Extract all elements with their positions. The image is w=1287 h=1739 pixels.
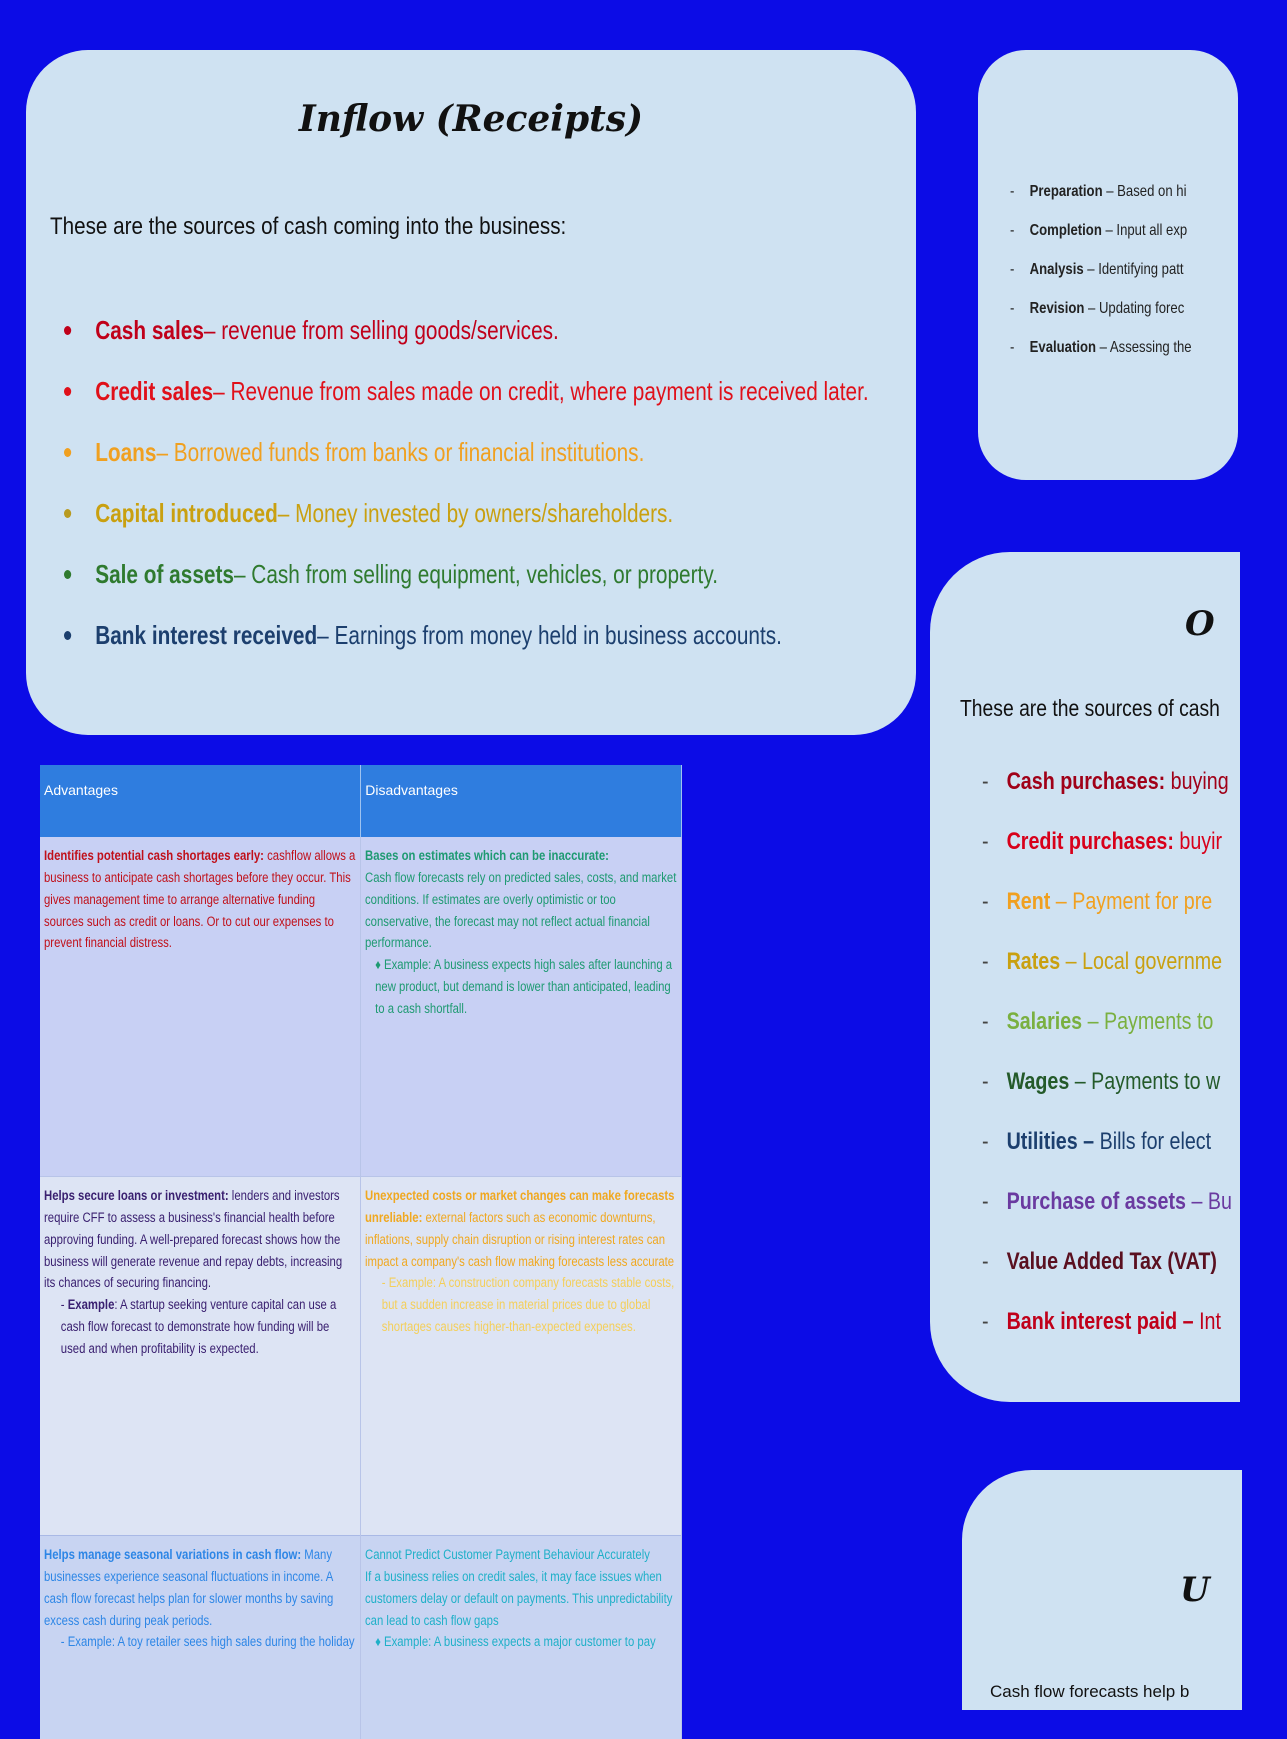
disadvantage-cell: [361, 837, 682, 1177]
outflow-term: Value Added Tax (VAT): [1007, 1248, 1217, 1275]
inflow-term: Sale of assets: [95, 559, 234, 590]
dash-icon: -: [982, 828, 1007, 856]
outflow-desc: – Payment for pre: [1050, 888, 1212, 915]
outflow-item: [982, 828, 1232, 888]
inflow-term: Capital introduced: [95, 498, 278, 529]
outflow-item: [982, 768, 1232, 828]
inflow-term: Loans: [95, 437, 156, 468]
inflow-desc: – revenue from selling goods/services.: [204, 315, 559, 346]
inflow-term: Credit sales: [95, 376, 213, 407]
advantage-heading: Helps manage seasonal variations in cash flow:: [44, 1547, 301, 1562]
inflow-desc: – Earnings from money held in business accounts.: [317, 620, 782, 651]
outflow-term: Credit purchases:: [1007, 828, 1174, 855]
inflow-desc: – Money invested by owners/shareholders.: [278, 498, 673, 529]
advantage-heading: Identifies potential cash shortages early:: [44, 848, 264, 863]
uses-text: Cash flow forecasts help b: [990, 1682, 1189, 1702]
inflow-desc: – Cash from selling equipment, vehicles, or property.: [234, 559, 718, 590]
disadvantage-example: - Example: A construction company forecasts stable costs, but a sudden increase in material prices due to global shortages causes higher-than-expected expenses.: [365, 1272, 677, 1338]
table-row: [40, 1536, 682, 1739]
dash-icon: -: [982, 1008, 1007, 1036]
inflow-card: [26, 50, 916, 735]
disadvantage-body: external factors such as economic downturns, inflations, supply chain disruption or rising interest rates can impact a company's cash flow making forecasts less accurate: [365, 1210, 674, 1269]
outflow-desc: – Bu: [1186, 1188, 1232, 1215]
disadvantage-cell: [361, 1536, 682, 1739]
disadvantage-example: ♦ Example: A business expects a major customer to pay: [365, 1631, 677, 1653]
outflow-desc: – Local governme: [1060, 948, 1222, 975]
advantage-heading: Helps secure loans or investment:: [44, 1188, 229, 1203]
inflow-item: [64, 605, 869, 666]
outflow-desc: – Payments to w: [1069, 1068, 1220, 1095]
advantage-body: Many businesses experience seasonal fluctuations in income. A cash flow forecast helps plan for slower months by saving excess cash during peak periods.: [44, 1547, 333, 1628]
advantage-text: [44, 845, 356, 954]
disadvantage-body: If a business relies on credit sales, it may face issues when customers delay or default on payments. This unpredictability can lead to cash flow gaps: [365, 1566, 677, 1632]
bullet-icon: [64, 387, 71, 396]
dash-icon: -: [1010, 339, 1030, 357]
dash-icon: -: [1010, 300, 1030, 318]
advantage-cell: [40, 1177, 361, 1536]
process-desc: – Identifying patt: [1084, 261, 1184, 278]
outflow-term: Purchase of assets: [1007, 1188, 1186, 1215]
dash-icon: -: [982, 1188, 1007, 1216]
outflow-intro: These are the sources of cash: [960, 695, 1220, 722]
advantage-cell: [40, 1536, 361, 1739]
process-term: Revision: [1030, 300, 1085, 317]
disadvantage-example: ♦ Example: A business expects high sales after launching a new product, but demand is lower than anticipated, leading to a cash shortfall.: [365, 954, 677, 1020]
dash-icon: -: [982, 1068, 1007, 1096]
outflow-desc: buyir: [1174, 828, 1222, 855]
outflow-term: Bank interest paid –: [1007, 1308, 1194, 1335]
outflow-item: [982, 1248, 1232, 1308]
disadvantage-body: Cash flow forecasts rely on predicted sales, costs, and market conditions. If estimates are overly optimistic or too conservative, the forecast may not reflect actual financial performance.: [365, 867, 677, 954]
outflow-item: [982, 1008, 1232, 1068]
bullet-icon: [64, 631, 71, 640]
outflow-desc: – Payments to: [1082, 1008, 1213, 1035]
uses-card: [962, 1470, 1242, 1710]
inflow-list: [64, 300, 1070, 666]
advantage-body: cashflow allows a business to anticipate cash shortages before they occur. This gives management time to arrange alternative funding sources such as credit or loans. Or to cut our expenses to prevent financial distress.: [44, 848, 355, 950]
dash-icon: -: [982, 1248, 1007, 1276]
advantage-example: - Example: A startup seeking venture capital can use a cash flow forecast to demonstrate how funding will be used and when profitability is expected.: [44, 1294, 356, 1360]
dash-icon: -: [982, 1308, 1007, 1336]
outflow-item: [982, 1128, 1232, 1188]
process-term: Analysis: [1030, 261, 1084, 278]
outflow-term: Salaries: [1007, 1008, 1083, 1035]
advantage-cell: [40, 837, 361, 1177]
bullet-icon: [64, 509, 71, 518]
inflow-term: Cash sales: [95, 315, 204, 346]
bullet-icon: [64, 326, 71, 335]
advantages-disadvantages-table: [40, 765, 682, 1739]
table-row: [40, 1177, 682, 1536]
outflow-list: [982, 768, 1287, 1368]
process-term: Evaluation: [1030, 339, 1096, 356]
outflow-item: [982, 888, 1232, 948]
process-desc: – Updating forec: [1084, 300, 1184, 317]
inflow-intro: These are the sources of cash coming into the business:: [50, 213, 566, 241]
outflow-item: [982, 1308, 1232, 1368]
inflow-item: [64, 422, 869, 483]
outflow-desc: Bills for elect: [1094, 1128, 1211, 1155]
outflow-term: Rates: [1007, 948, 1061, 975]
outflow-term: Cash purchases:: [1007, 768, 1166, 795]
dash-icon: -: [982, 1128, 1007, 1156]
process-item: [1010, 183, 1192, 222]
outflow-card: [930, 552, 1240, 1402]
uses-title: U: [1180, 1570, 1210, 1610]
inflow-desc: – Revenue from sales made on credit, where payment is received later.: [213, 376, 869, 407]
outflow-item: [982, 948, 1232, 1008]
forecast-process-card: [978, 50, 1238, 480]
outflow-title: O: [1185, 604, 1215, 644]
disadvantage-heading: Unexpected costs or market changes can make forecasts unreliable:: [365, 1188, 674, 1225]
dash-icon: -: [1010, 183, 1030, 201]
outflow-item: [982, 1068, 1232, 1128]
outflow-term: Utilities –: [1007, 1128, 1094, 1155]
dash-icon: -: [982, 948, 1007, 976]
outflow-term: Wages: [1007, 1068, 1070, 1095]
process-item: [1010, 339, 1192, 378]
inflow-item: [64, 544, 869, 605]
inflow-title: Inflow (Receipts): [26, 98, 916, 140]
inflow-item: [64, 300, 869, 361]
process-desc: – Based on hi: [1103, 183, 1187, 200]
inflow-desc: – Borrowed funds from banks or financial institutions.: [156, 437, 644, 468]
process-desc: – Assessing the: [1096, 339, 1192, 356]
disadvantage-heading: Cannot Predict Customer Payment Behaviour Accurately: [365, 1544, 677, 1566]
process-term: Preparation: [1030, 183, 1103, 200]
bullet-icon: [64, 570, 71, 579]
process-item: [1010, 222, 1192, 261]
process-item: [1010, 300, 1192, 339]
table-row: [40, 837, 682, 1177]
bullet-icon: [64, 448, 71, 457]
dash-icon: -: [982, 768, 1007, 796]
outflow-desc: buying: [1165, 768, 1228, 795]
disadvantage-cell: [361, 1177, 682, 1536]
outflow-item: [982, 1188, 1232, 1248]
outflow-desc: Int: [1194, 1308, 1221, 1335]
disadvantage-heading: Bases on estimates which can be inaccurate:: [365, 848, 609, 863]
process-desc: – Input all exp: [1102, 222, 1187, 239]
table-header-row: [40, 765, 682, 837]
header-disadvantages: Disadvantages: [361, 765, 682, 837]
inflow-item: [64, 361, 869, 422]
dash-icon: -: [1010, 261, 1030, 279]
advantage-example: - Example: A toy retailer sees high sales during the holiday: [44, 1631, 356, 1653]
header-advantages: Advantages: [40, 765, 361, 837]
outflow-term: Rent: [1007, 888, 1051, 915]
process-item: [1010, 261, 1192, 300]
inflow-item: [64, 483, 869, 544]
dash-icon: -: [1010, 222, 1030, 240]
advantage-body: lenders and investors require CFF to assess a business's financial health before approving funding. A well-prepared forecast shows how the business will generate revenue and repay debts, increasing its chances of securing financing.: [44, 1188, 342, 1290]
process-term: Completion: [1030, 222, 1102, 239]
dash-icon: -: [982, 888, 1007, 916]
inflow-term: Bank interest received: [95, 620, 317, 651]
process-list: [1010, 183, 1231, 378]
